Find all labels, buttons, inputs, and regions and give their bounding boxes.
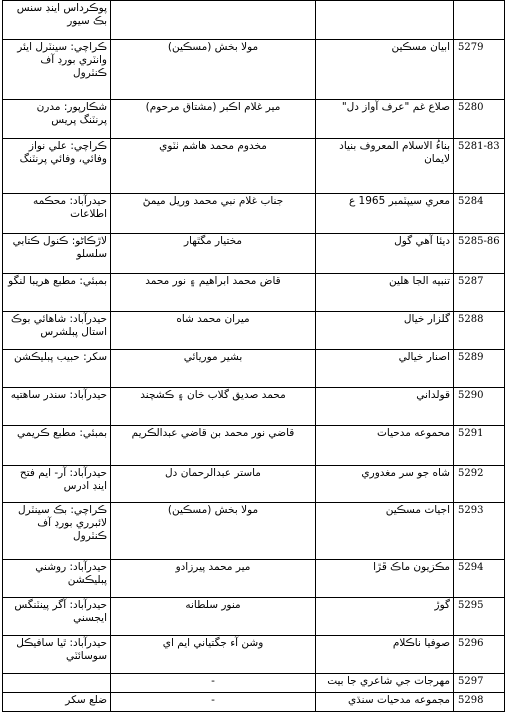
title-cell: اصنار خيالي: [316, 350, 454, 388]
number-cell: 5296: [454, 636, 505, 674]
number-cell: 5285-86: [454, 234, 505, 274]
publisher-cell: ضلع سکر: [3, 693, 111, 712]
table-row: [3, 100, 505, 139]
number-cell: 5287: [454, 274, 505, 312]
author-cell: مخدوم محمد هاشم ٺٽوي: [111, 139, 316, 194]
publisher-cell: حيدرآباد: محڪمه اطلاعات: [3, 194, 111, 234]
author-cell: مولا بخش (مسڪين): [111, 503, 316, 560]
title-cell: ابيان مسڪين: [316, 40, 454, 100]
title-cell: تنبيه الجا هلين: [316, 274, 454, 312]
title-cell: ديئا آهي گول: [316, 234, 454, 274]
title-cell: صوفيا ناڪلام: [316, 636, 454, 674]
author-cell: منور سلطانه: [111, 598, 316, 636]
author-cell: مولا بخش (مسڪين): [111, 40, 316, 100]
publisher-cell: بمبئي: مطبع ڪريمي: [3, 426, 111, 466]
title-cell: مڪزيون ماڪ ڦڙا: [316, 560, 454, 598]
catalogue-table: [2, 0, 505, 712]
author-cell: مير غلام اڪبر (مشتاق مرحوم): [111, 100, 316, 139]
table-row: [3, 388, 505, 426]
author-cell: -: [111, 693, 316, 712]
table-row: [3, 466, 505, 503]
publisher-cell: بمبئي: مطبع هريبا لنگو: [3, 274, 111, 312]
table-row: [3, 350, 505, 388]
publisher-cell: لاڙڪاڻو: ڪنول ڪتابي سلسلو: [3, 234, 111, 274]
author-cell: بشير موريائي: [111, 350, 316, 388]
number-cell: 5279: [454, 40, 505, 100]
author-cell: ماستر عبدالرحمان دل: [111, 466, 316, 503]
author-cell: محمد صديق گلاب خان ۽ ڪشچند: [111, 388, 316, 426]
title-cell: اجيات مسڪين: [316, 503, 454, 560]
number-cell: [454, 1, 505, 40]
title-cell: مجموعه مدحيات سنڌي: [316, 693, 454, 712]
author-cell: قاضي نور محمد بن قاضي عبدالڪريم: [111, 426, 316, 466]
number-cell: 5280: [454, 100, 505, 139]
number-cell: 5288: [454, 312, 505, 350]
table-row: [3, 194, 505, 234]
table-row: [3, 560, 505, 598]
publisher-cell: حيدرآباد: سندر ساهتيه: [3, 388, 111, 426]
author-cell: [111, 1, 316, 40]
title-cell: شاه جو سر مغدوري: [316, 466, 454, 503]
number-cell: 5291: [454, 426, 505, 466]
table-row: [3, 693, 505, 712]
number-cell: 5292: [454, 466, 505, 503]
author-cell: مير محمد پيرزادو: [111, 560, 316, 598]
table-row: [3, 312, 505, 350]
title-cell: بناءُ الاسلام المعروف بنياد لايمان: [316, 139, 454, 194]
publisher-cell: ڪراچي: بڪ سينٽرل لائبرري بورڊ آف ڪنٽرول: [3, 503, 111, 560]
publisher-cell: شڪارپور: مدرن پرنٽنگ پريس: [3, 100, 111, 139]
publisher-cell: سکر: حبيب پبليڪشن: [3, 350, 111, 388]
title-cell: صلاع غم "عرف آواز دل": [316, 100, 454, 139]
number-cell: 5290: [454, 388, 505, 426]
title-cell: گلزار خيال: [316, 312, 454, 350]
number-cell: 5281-83: [454, 139, 505, 194]
catalogue-body: [3, 1, 505, 712]
title-cell: [316, 1, 454, 40]
table-row: [3, 598, 505, 636]
number-cell: 5294: [454, 560, 505, 598]
publisher-cell: حيدرآباد: آگر پينٽنگس ايجسني: [3, 598, 111, 636]
author-cell: وشن آء جگتياني ايم اي: [111, 636, 316, 674]
title-cell: مهرجات جي شاعري جا بيت: [316, 674, 454, 693]
publisher-cell: حيدرآباد: ٿيا سافيڪل سوسائٽي: [3, 636, 111, 674]
table-row: [3, 234, 505, 274]
author-cell: جناب غلام نبي محمد وريل ميمڻ: [111, 194, 316, 234]
number-cell: 5284: [454, 194, 505, 234]
publisher-cell: پوڪرداس اينڊ سنس بڪ سيور: [3, 1, 111, 40]
title-cell: محموعه مدحيات: [316, 426, 454, 466]
table-row: [3, 1, 505, 40]
catalogue-sheet: [2, 0, 504, 715]
table-row: [3, 426, 505, 466]
table-row: [3, 636, 505, 674]
publisher-cell: ڪراچي: سينٽرل ايئر وانٽري بورڊ آف ڪنٽرول: [3, 40, 111, 100]
number-cell: 5289: [454, 350, 505, 388]
number-cell: 5298: [454, 693, 505, 712]
publisher-cell: [3, 674, 111, 693]
publisher-cell: حيدرآباد: شاهائي بوڪ استال پبلشرس: [3, 312, 111, 350]
table-row: [3, 274, 505, 312]
publisher-cell: حيدرآباد: روشني پبليڪشن: [3, 560, 111, 598]
number-cell: 5293: [454, 503, 505, 560]
table-row: [3, 674, 505, 693]
table-row: [3, 40, 505, 100]
table-row: [3, 503, 505, 560]
table-row: [3, 139, 505, 194]
title-cell: گوڙ: [316, 598, 454, 636]
author-cell: -: [111, 674, 316, 693]
publisher-cell: ڪراچي: علي نواز وفائي، وفائي پرنٽنگ: [3, 139, 111, 194]
author-cell: قاض محمد ابراهيم ۽ نور محمد: [111, 274, 316, 312]
author-cell: ميران محمد شاه: [111, 312, 316, 350]
number-cell: 5295: [454, 598, 505, 636]
publisher-cell: حيدرآباد: آر- ايم فتح اينڊ ادرس: [3, 466, 111, 503]
number-cell: 5297: [454, 674, 505, 693]
title-cell: معري سيپٽمبر 1965 ع: [316, 194, 454, 234]
author-cell: مختيار مگٿهار: [111, 234, 316, 274]
title-cell: قولداني: [316, 388, 454, 426]
